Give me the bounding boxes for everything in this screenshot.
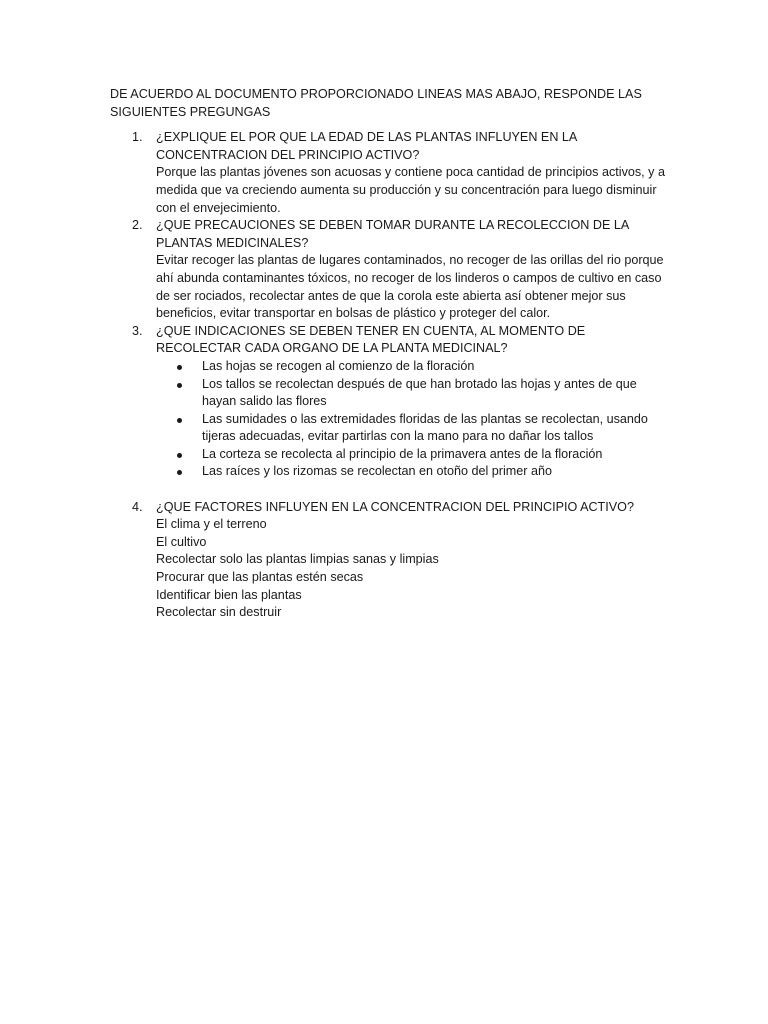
- bullet-icon: [177, 383, 182, 388]
- answer-text: Porque las plantas jóvenes son acuosas y contiene poca cantidad de principios activos, y a medida que va creciendo aumenta su producción y su concentración para luego disminuir con el envejecimiento.: [156, 165, 665, 215]
- answer-line: Procurar que las plantas estén secas: [156, 570, 364, 585]
- question-number: 4.: [132, 499, 143, 514]
- answer-line: Recolectar solo las plantas limpias sanas y limpias: [156, 552, 439, 567]
- document-page: [110, 86, 670, 622]
- question-text: ¿QUE FACTORES INFLUYEN EN LA CONCENTRACION DEL PRINCIPIO ACTIVO?: [156, 499, 634, 514]
- blank-line: [156, 481, 670, 499]
- document-intro: DE ACUERDO AL DOCUMENTO PROPORCIONADO LINEAS MAS ABAJO, RESPONDE LAS SIGUIENTES PREGUNGAS: [110, 87, 642, 119]
- answer-line-list: [156, 516, 670, 622]
- question-number: 2.: [132, 218, 143, 233]
- answer-line: Identificar bien las plantas: [156, 587, 302, 602]
- bullet-text: Las hojas se recogen al comienzo de la floración: [202, 358, 475, 373]
- bullet-item: [156, 411, 670, 446]
- answer-line: El cultivo: [156, 534, 207, 549]
- answer-line: Recolectar sin destruir: [156, 605, 282, 620]
- bullet-text: Las sumidades o las extremidades floridas de las plantas se recolectan, usando tijeras adecuadas, evitar partirlas con la mano para no dañar los tallos: [202, 411, 648, 444]
- question-text: ¿QUE INDICACIONES SE DEBEN TENER EN CUENTA, AL MOMENTO DE RECOLECTAR CADA ORGANO DE LA PLANTA MEDICINAL?: [156, 323, 586, 356]
- bullet-item: [156, 446, 670, 464]
- bullet-text: Las raíces y los rizomas se recolectan en otoño del primer año: [202, 464, 552, 479]
- bullet-icon: [177, 470, 182, 475]
- bullet-text: La corteza se recolecta al principio de la primavera antes de la floración: [202, 446, 603, 461]
- question-item-4: [110, 499, 670, 622]
- question-text: ¿QUE PRECAUCIONES SE DEBEN TOMAR DURANTE LA RECOLECCION DE LA PLANTAS MEDICINALES?: [156, 218, 629, 250]
- question-item-2: [110, 217, 670, 323]
- question-item-3: [110, 323, 670, 499]
- question-list: [110, 129, 670, 622]
- question-item-1: [110, 129, 670, 217]
- answer-text: Evitar recoger las plantas de lugares contaminados, no recoger de las orillas del rio porque ahí abunda contaminantes tóxicos, no recoger de los linderos o campos de cultivo en caso de ser rociados, recolectar antes de que la corola este abierta así obtener mejor sus beneficios, evitar transportar en bolsas de plástico y proteger del calor.: [156, 253, 664, 321]
- bullet-item: [156, 376, 670, 411]
- question-number: 1.: [132, 130, 143, 145]
- bullet-icon: [177, 365, 182, 370]
- bullet-text: Los tallos se recolectan después de que han brotado las hojas y antes de que hayan salido las flores: [202, 376, 637, 409]
- question-number: 3.: [132, 323, 143, 338]
- bullet-icon: [177, 418, 182, 423]
- answer-line: El clima y el terreno: [156, 517, 267, 532]
- bullet-icon: [177, 453, 182, 458]
- question-text: ¿EXPLIQUE EL POR QUE LA EDAD DE LAS PLANTAS INFLUYEN EN LA CONCENTRACION DEL PRINCIPIO ACTIVO?: [156, 130, 577, 162]
- bullet-item: [156, 463, 670, 481]
- bullet-item: [156, 358, 670, 376]
- bullet-list: [156, 358, 670, 481]
